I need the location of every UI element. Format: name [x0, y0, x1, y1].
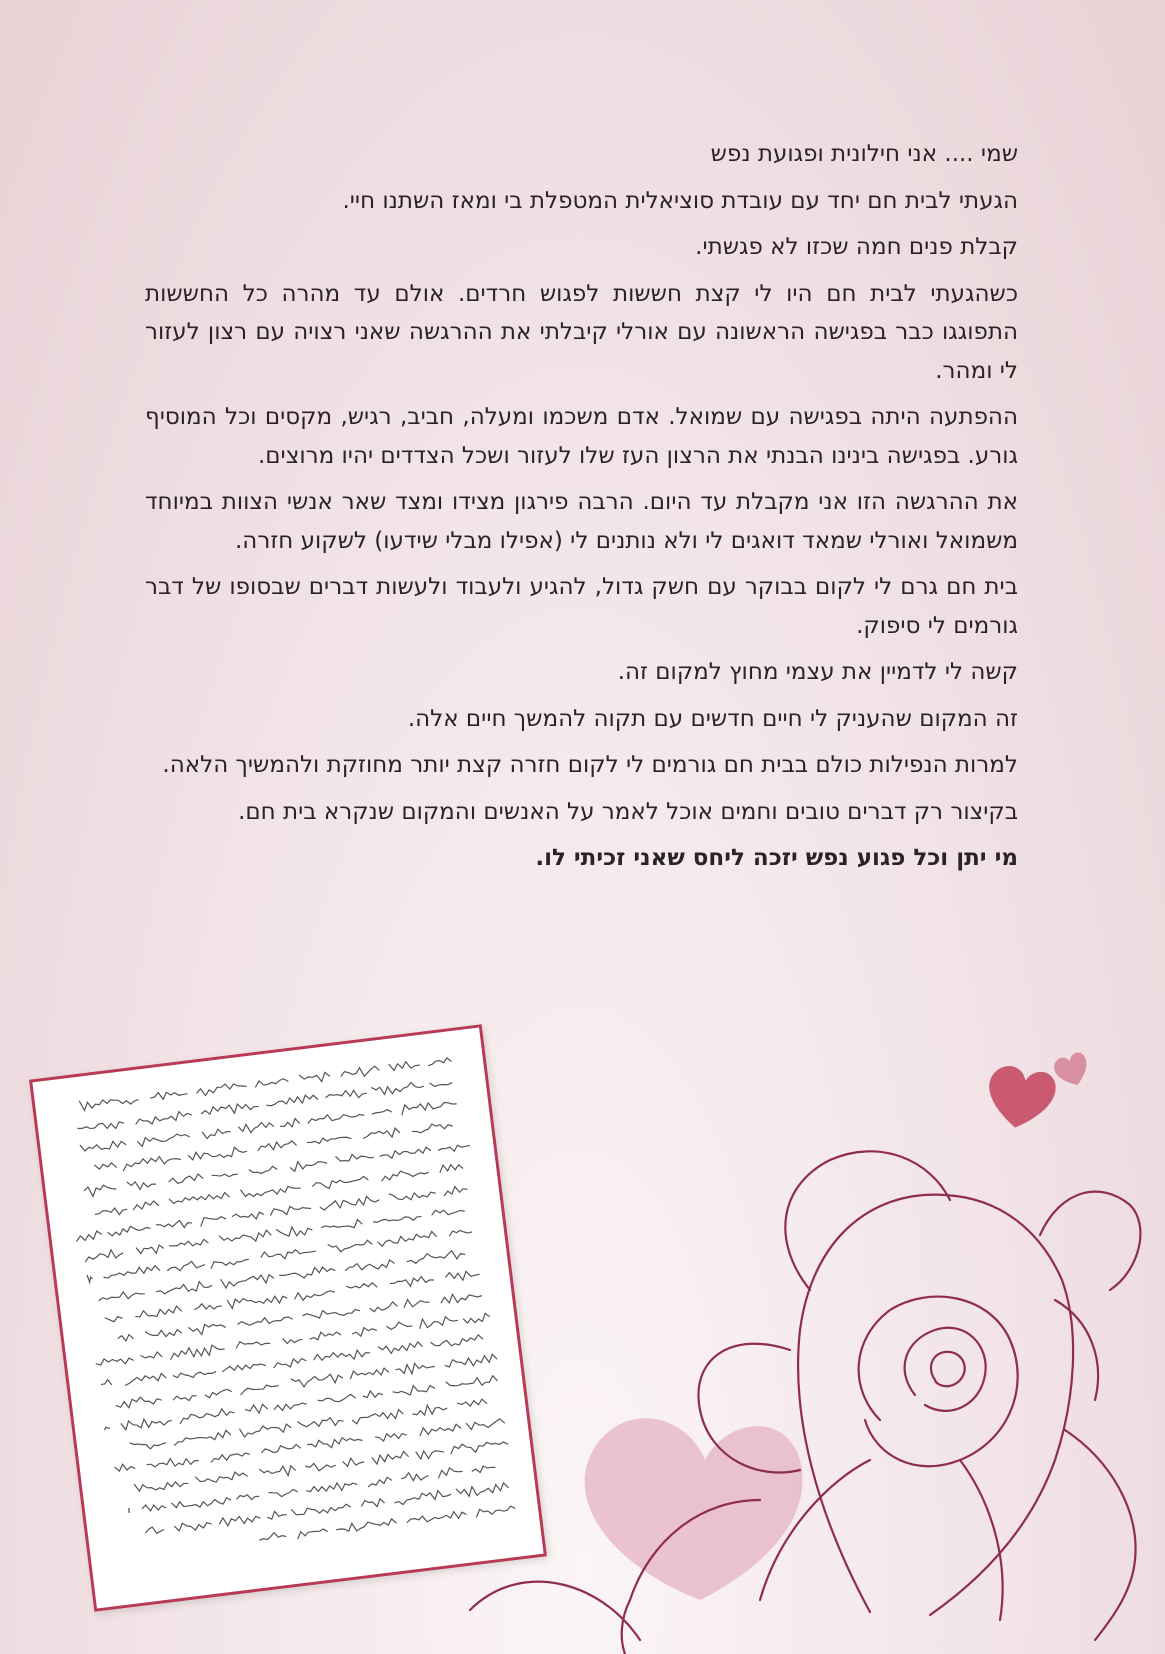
- handwriting-word: [116, 1395, 162, 1410]
- handwriting-word: [269, 1489, 298, 1498]
- handwriting-word: [328, 1239, 372, 1253]
- handwriting-word: [390, 1275, 434, 1289]
- handwriting-word: [352, 1326, 377, 1337]
- paragraph: בקיצור רק דברים טובים וחמים אוכל לאמר על האנשים והמקום שנקרא בית חם.: [238, 798, 1018, 825]
- handwriting-word: [472, 1465, 496, 1474]
- handwriting-word: [419, 1315, 458, 1329]
- handwriting-word: [188, 1146, 247, 1162]
- handwriting-word: [279, 1265, 335, 1281]
- handwriting-word: [412, 1403, 447, 1417]
- handwriting-word: [174, 1520, 211, 1533]
- handwriting-word: [173, 1369, 216, 1380]
- handwriting-word: [320, 1195, 380, 1210]
- paragraph: ההפתעה היתה בפגישה עם שמואל. אדם משכמו ומעלה, חביב, רגיש, מקסים וכל המוסיף גורע. בפגישה בינינו הבנתי את הרצון העז שלו לעזור ושכל הצדדים יהיו מרוצים.: [145, 404, 1018, 469]
- handwriting-word: [439, 1163, 463, 1172]
- handwriting-word: [336, 1518, 397, 1533]
- handwriting-word: [118, 1334, 133, 1342]
- handwriting-word: [219, 1230, 271, 1246]
- handwriting-word: [372, 1081, 424, 1096]
- handwriting-word: [445, 1269, 479, 1282]
- heart-icon: [1051, 1050, 1093, 1091]
- handwriting-word: [294, 1288, 335, 1301]
- handwriting-word: [325, 1088, 366, 1101]
- handwriting-word: [394, 1489, 451, 1505]
- handwriting-word: [389, 1188, 435, 1202]
- heart-icon: [983, 1063, 1059, 1133]
- handwriting-word: [146, 1328, 182, 1339]
- handwriting-word: [122, 1154, 181, 1170]
- handwriting-word: [260, 1465, 296, 1479]
- handwriting-word: [167, 1260, 205, 1272]
- handwriting-word: [416, 1449, 444, 1460]
- paragraph: זה המקום שהעניק לי חיים חדשים עם תקוה להמשך חיים אלה.: [407, 705, 1018, 732]
- handwriting-word: [380, 1147, 431, 1160]
- scanned-handwritten-letter: [29, 1024, 547, 1612]
- handwriting-word: [273, 1357, 306, 1368]
- handwriting-word: [266, 1094, 318, 1108]
- handwriting-word: [261, 1443, 300, 1454]
- handwriting-word: [240, 1423, 291, 1438]
- handwriting-word: [363, 1128, 400, 1141]
- handwriting-word: [241, 1183, 301, 1199]
- handwriting-word: [419, 1423, 461, 1435]
- handwriting-word: [438, 1144, 470, 1153]
- handwriting-word: [445, 1354, 498, 1369]
- handwriting-word: [210, 1258, 249, 1269]
- handwriting-word: [115, 1463, 135, 1472]
- handwriting-scribbles: [32, 1028, 543, 1609]
- handwriting-word: [381, 1168, 429, 1181]
- handwriting-word: [466, 1418, 504, 1430]
- handwriting-word: [350, 1367, 389, 1379]
- handwriting-word: [78, 1121, 124, 1133]
- handwriting-word: [307, 1435, 362, 1450]
- handwriting-word: [101, 1379, 111, 1385]
- handwriting-word: [393, 1383, 435, 1397]
- handwriting-word: [457, 1399, 486, 1408]
- handwriting-word: [96, 1356, 134, 1368]
- handwriting-word: [389, 1060, 420, 1071]
- handwriting-word: [173, 1394, 197, 1403]
- handwriting-word: [147, 1455, 199, 1469]
- handwriting-word: [255, 1077, 288, 1086]
- handwriting-word: [431, 1334, 483, 1348]
- handwriting-word: [300, 1072, 331, 1084]
- handwriting-word: [202, 1128, 230, 1139]
- handwriting-word: [189, 1322, 226, 1336]
- handwriting-word: [84, 1248, 123, 1261]
- handwriting-word: [236, 1338, 270, 1348]
- paragraph: הגעתי לבית חם יחד עם עובדת סוציאלית המטפלת בי ומאז השתנו חיי.: [342, 187, 1018, 214]
- handwriting-word: [238, 1121, 274, 1134]
- handwriting-word: [104, 1427, 110, 1430]
- handwriting-word: [237, 1314, 292, 1327]
- handwriting-word: [84, 1184, 116, 1198]
- paragraph: שמי .... אני חילונית ופגועת נפש: [710, 141, 1018, 167]
- handwriting-word: [363, 1389, 383, 1398]
- handwriting-word: [267, 1510, 286, 1520]
- paragraph: קשה לי לדמיין את עצמי מחוץ למקום זה.: [617, 659, 1018, 685]
- handwriting-word: [221, 1273, 274, 1288]
- handwriting-word: [95, 1162, 117, 1169]
- handwriting-word: [245, 1403, 268, 1414]
- handwriting-word: [236, 1493, 259, 1501]
- handwriting-word: [87, 1275, 92, 1283]
- handwriting-word: [369, 1301, 397, 1312]
- handwriting-word: [222, 1362, 265, 1372]
- handwriting-word: [340, 1065, 379, 1079]
- handwriting-word: [430, 1081, 452, 1087]
- handwriting-word: [80, 1140, 126, 1153]
- handwriting-word: [142, 1503, 166, 1512]
- handwriting-word: [313, 1348, 370, 1364]
- handwriting-word: [307, 1135, 351, 1145]
- handwriting-word: [372, 1451, 409, 1465]
- handwriting-word: [446, 1375, 498, 1389]
- handwriting-word: [318, 1394, 356, 1404]
- handwriting-word: [150, 1089, 187, 1101]
- handwriting-word: [169, 1192, 229, 1205]
- handwriting-word: [456, 1482, 508, 1498]
- handwriting-word: [368, 1477, 392, 1487]
- handwriting-word: [274, 1402, 307, 1412]
- handwriting-word: [257, 1140, 296, 1152]
- handwriting-word: [194, 1301, 221, 1311]
- handwriting-word: [127, 1179, 156, 1191]
- handwriting-word: [396, 1361, 435, 1376]
- handwriting-word: [156, 1219, 192, 1231]
- paragraph: בית חם גרם לי לקום בבוקר עם חשק גדול, להגיע ולעבוד ולעשות דברים שבסופו של דבר גורמים לי סיפוק.: [145, 574, 1018, 639]
- handwriting-word: [261, 1246, 316, 1262]
- handwriting-word: [240, 1384, 279, 1395]
- handwriting-word: [403, 1297, 429, 1308]
- handwriting-word: [259, 1531, 286, 1540]
- handwriting-word: [201, 1101, 259, 1117]
- handwriting-word: [443, 1185, 467, 1195]
- handwriting-word: [476, 1505, 515, 1517]
- handwriting-word: [135, 1305, 182, 1319]
- handwriting-word: [280, 1118, 300, 1128]
- handwriting-word: [196, 1081, 247, 1096]
- handwriting-word: [291, 1373, 343, 1389]
- handwriting-word: [95, 1207, 127, 1218]
- handwriting-word: [440, 1291, 482, 1305]
- handwriting-word: [276, 1225, 312, 1239]
- handwriting-word: [292, 1503, 351, 1517]
- handwriting-word: [378, 1341, 422, 1354]
- handwriting-word: [141, 1352, 162, 1360]
- handwriting-word: [307, 1110, 364, 1123]
- handwriting-word: [212, 1172, 237, 1178]
- handwriting-word: [105, 1316, 122, 1323]
- handwriting-word: [306, 1481, 357, 1495]
- handwriting-word: [290, 1158, 327, 1172]
- handwriting-word: [428, 1057, 451, 1065]
- handwriting-word: [375, 1432, 406, 1442]
- handwriting-word: [129, 1508, 130, 1512]
- handwriting-word: [373, 1215, 421, 1225]
- handwriting-word: [145, 1526, 164, 1535]
- handwriting-word: [343, 1457, 364, 1467]
- handwriting-word: [401, 1099, 457, 1115]
- paragraph: את ההרגשה הזו אני מקבלת עד היום. הרבה פירגון מצידו ומצד שאר אנשי הצוות במיוחד משמואל ואורלי שמאד דואגים לי ולא נותנים לי (אפילו מבלי שידעו) לשקוע חזרה.: [145, 489, 1018, 554]
- handwriting-word: [312, 1176, 368, 1191]
- handwriting-word: [76, 1231, 102, 1242]
- handwriting-word: [450, 1439, 508, 1456]
- handwriting-word: [179, 1407, 234, 1423]
- handwriting-word: [302, 1306, 359, 1320]
- paragraph: כשהגעתי לבית חם היו לי קצת חששות לפגוש חרדים. אולם עד מהרה כל החששות התפוגגו כבר בפגישה הראשונה עם אורלי קיבלתי את ההרגשה שאני רצויה עם רצון לעזור לי ומהר.: [145, 280, 1018, 384]
- handwriting-word: [232, 1211, 264, 1222]
- handwriting-word: [130, 1439, 166, 1452]
- handwriting-word: [309, 1330, 341, 1341]
- handwriting-word: [210, 1452, 249, 1463]
- handwriting-word: [170, 1344, 225, 1360]
- handwriting-word: [227, 1293, 287, 1309]
- handwriting-word: [196, 1471, 248, 1485]
- handwriting-word: [200, 1215, 226, 1226]
- handwriting-word: [347, 1282, 377, 1290]
- handwriting-word: [98, 1289, 144, 1302]
- handwriting-word: [219, 1513, 261, 1526]
- handwriting-word: [174, 1430, 232, 1445]
- handwriting-word: [121, 1416, 172, 1431]
- handwriting-word: [372, 1109, 392, 1114]
- paragraph: קבלת פנים חמה שכזו לא פגשתי.: [695, 234, 1018, 260]
- handwriting-word: [205, 1389, 232, 1398]
- handwriting-word: [169, 1173, 204, 1184]
- testimonial-text: [145, 135, 1018, 886]
- handwriting-word: [270, 1204, 311, 1217]
- handwriting-word: [297, 1529, 328, 1539]
- paragraph: למרות הנפילות כולם בבית חם גורמים לי לקום חזרה קצת יותר מחוזקת ולהמשיך הלאה.: [162, 752, 1018, 778]
- handwriting-word: [249, 1166, 277, 1175]
- handwriting-word: [79, 1094, 138, 1111]
- handwriting-word: [134, 1478, 188, 1493]
- handwriting-word: [103, 1265, 160, 1279]
- handwriting-word: [431, 1207, 464, 1217]
- handwriting-word: [449, 1229, 472, 1236]
- handwriting-word: [135, 1110, 192, 1126]
- handwriting-word: [463, 1313, 490, 1324]
- handwriting-word: [156, 1280, 212, 1296]
- handwriting-word: [438, 1466, 463, 1477]
- handwriting-word: [108, 1224, 151, 1236]
- handwriting-word: [137, 1132, 189, 1147]
- handwriting-word: [169, 1239, 208, 1249]
- handwriting-word: [361, 1498, 385, 1508]
- handwriting-word: [407, 1510, 467, 1524]
- handwriting-word: [125, 1373, 167, 1385]
- handwriting-word: [352, 1409, 404, 1424]
- handwriting-word: [386, 1321, 412, 1330]
- handwriting-word: [172, 1496, 231, 1511]
- closing-line: מי יתן וכל פגוע נפש יזכה ליחס שאני זכיתי לו.: [535, 845, 1018, 871]
- handwriting-word: [305, 1461, 335, 1473]
- handwriting-word: [345, 1259, 395, 1273]
- handwriting-word: [321, 1219, 362, 1232]
- handwriting-word: [133, 1200, 159, 1210]
- handwriting-word: [298, 1416, 344, 1430]
- handwriting-word: [377, 1231, 436, 1247]
- handwriting-word: [283, 1336, 302, 1344]
- handwriting-word: [412, 1122, 453, 1134]
- handwriting-word: [136, 1245, 164, 1256]
- handwriting-word: [401, 1471, 428, 1483]
- handwriting-word: [407, 1249, 466, 1265]
- handwriting-word: [336, 1152, 374, 1163]
